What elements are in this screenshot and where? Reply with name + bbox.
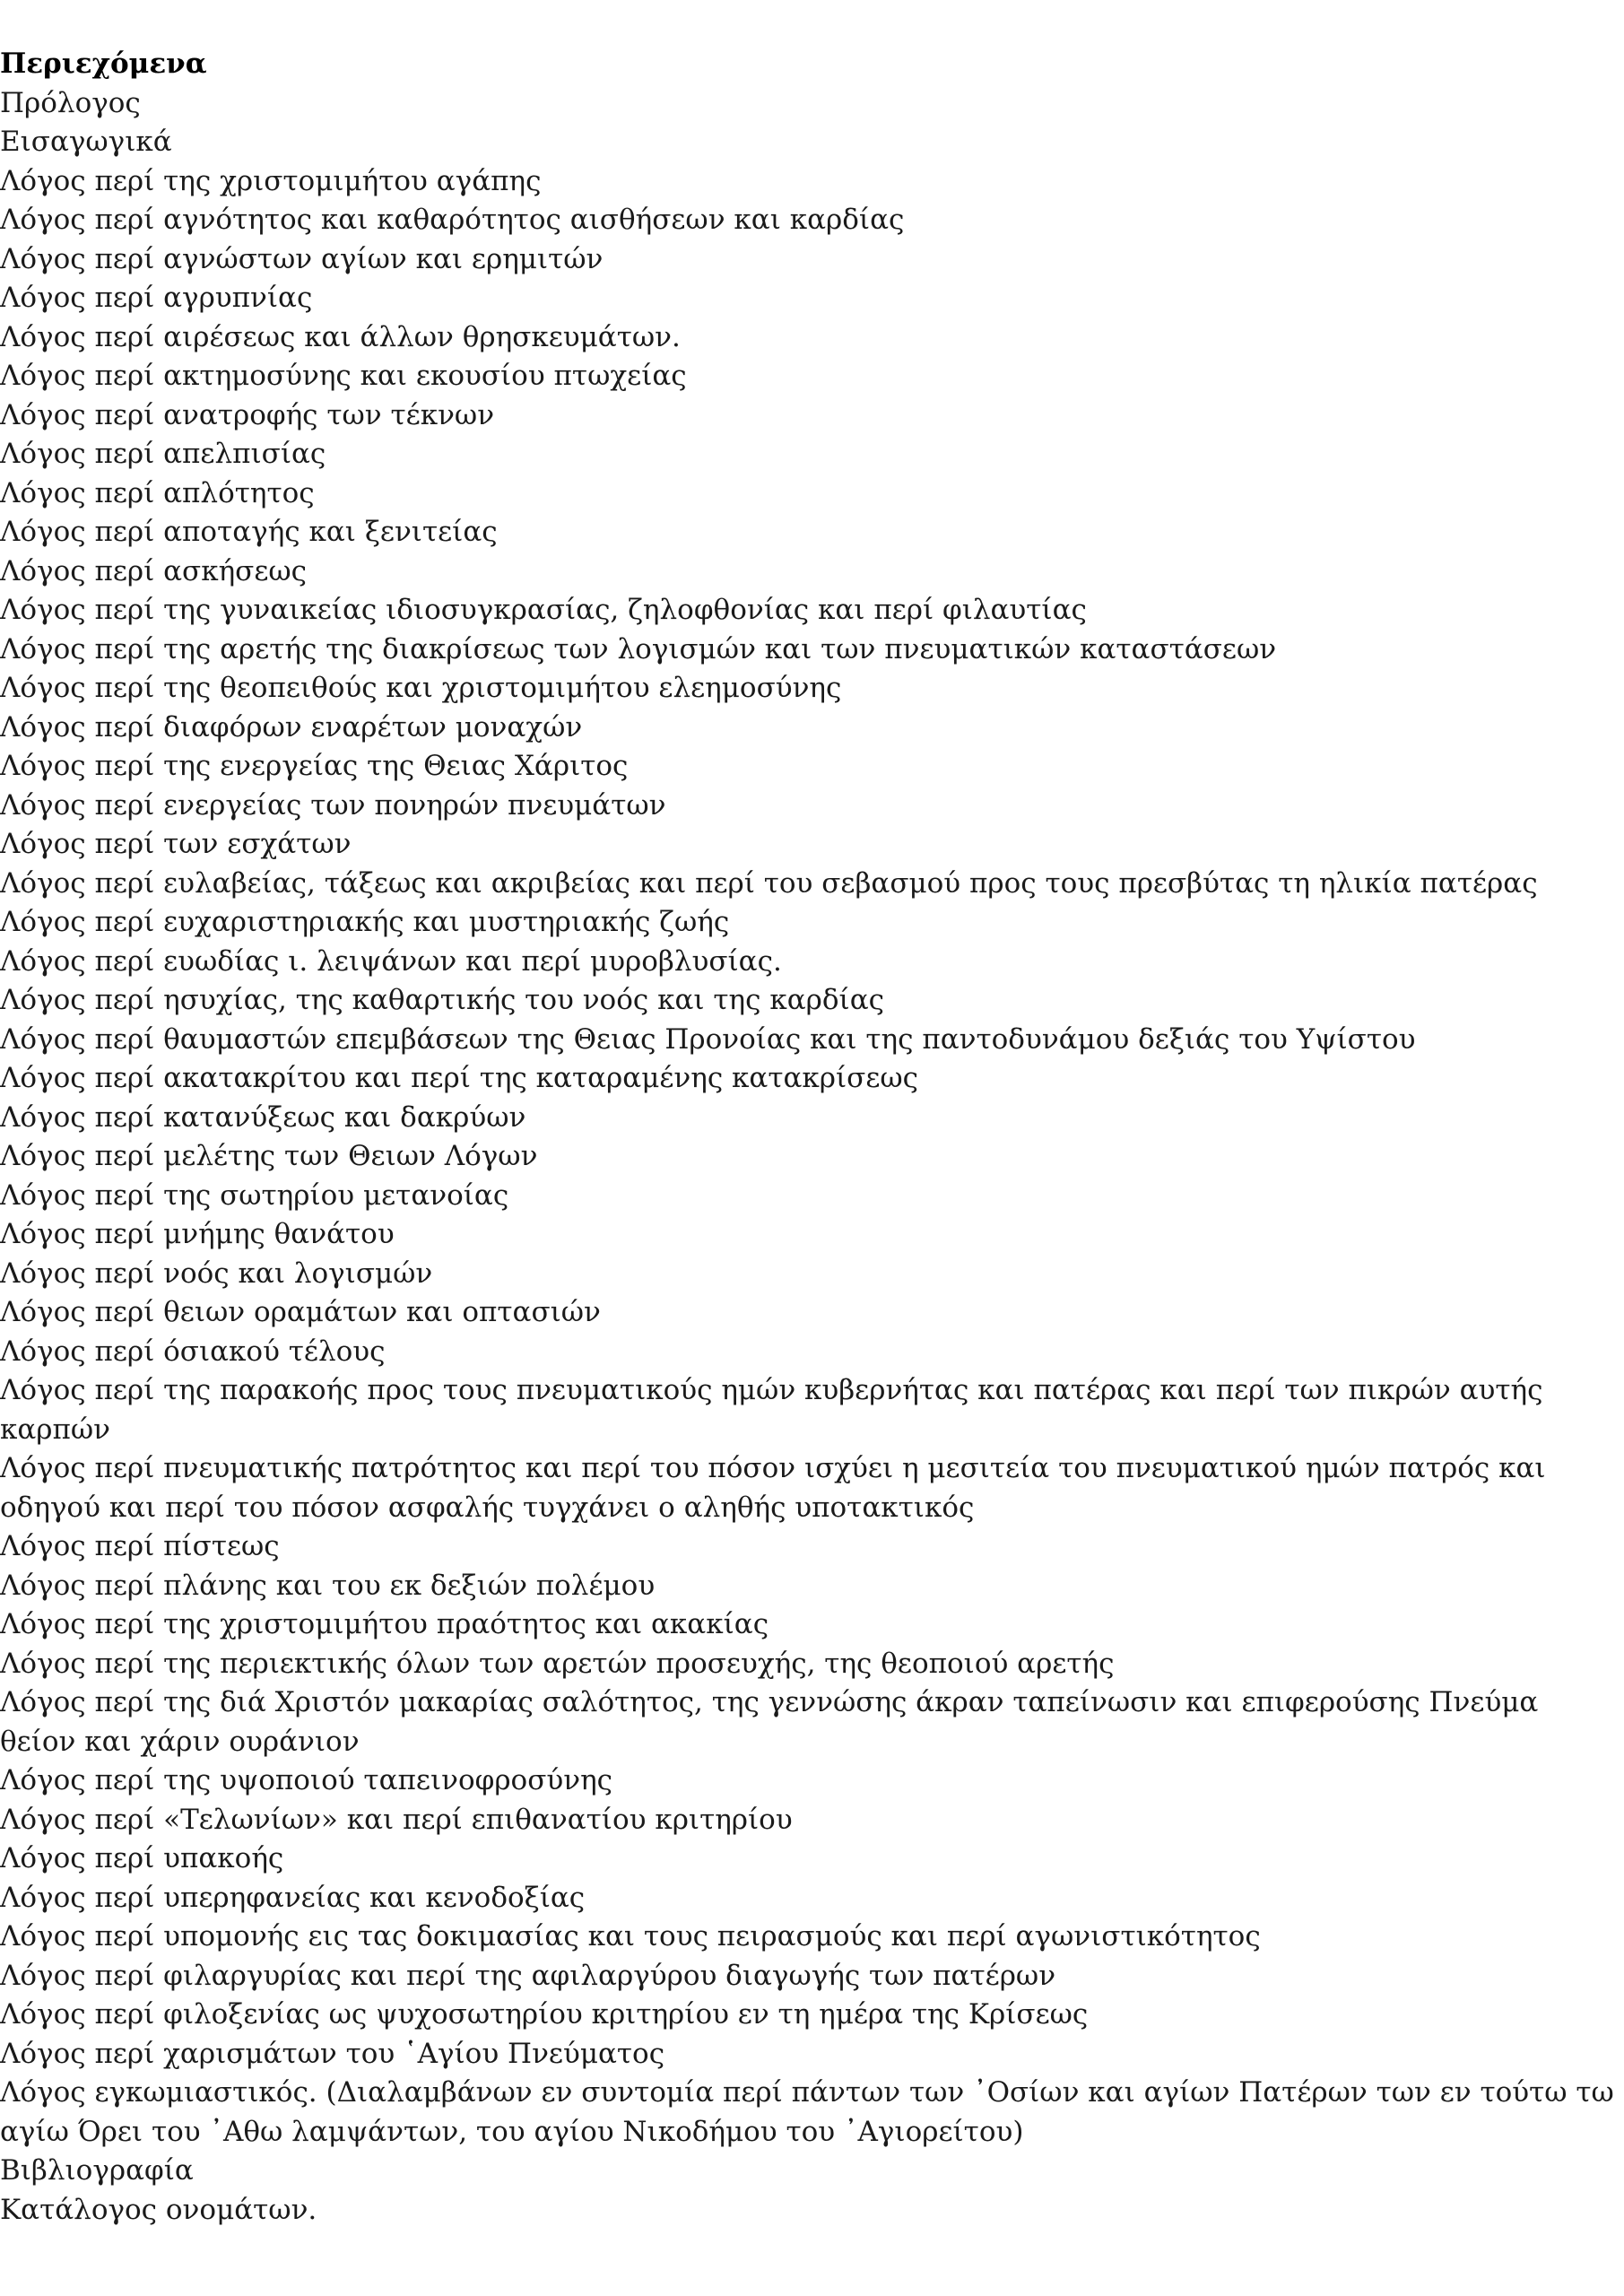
toc-entry: Λόγος περί ευλαβείας, τάξεως και ακριβείας και περί του σεβασμού προς τους πρεσβύτας τη ηλικία πατέρας bbox=[0, 866, 1538, 900]
toc-entry: Λόγος περί της χριστομιμήτου αγάπης bbox=[0, 164, 542, 197]
toc-entry: Λόγος περί διαφόρων εναρέτων μοναχών bbox=[0, 710, 583, 744]
toc-entry: Λόγος περί φιλαργυρίας και περί της αφιλαργύρου διαγωγής των πατέρων bbox=[0, 1959, 1056, 1992]
toc-entry: Λόγος περί των εσχάτων bbox=[0, 828, 352, 860]
toc-entry: Κατάλογος ονομάτων. bbox=[0, 2193, 317, 2226]
toc-entry: Λόγος περί πίστεως bbox=[0, 1530, 280, 1562]
toc-entry: Λόγος περί της παρακοής προς τους πνευματικούς ημών κυβερνήτας και πατέρας και περί των πικρών αυτής καρπών bbox=[0, 1374, 1543, 1446]
toc-entry: Λόγος περί της γυναικείας ιδιοσυγκρασίας, ζηλοφθονίας και περί φιλαυτίας bbox=[0, 594, 1087, 626]
toc-entry: Πρόλογος bbox=[0, 86, 141, 119]
toc-entry: Λόγος περί της θεοπειθούς και χριστομιμήτου ελεημοσύνης bbox=[0, 672, 842, 704]
toc-entry: Λόγος περί ενεργείας των πονηρών πνευμάτων bbox=[0, 788, 666, 822]
toc-entry: Λόγος περί της διά Χριστόν μακαρίας σαλότητος, της γεννώσης άκραν ταπείνωσιν και επιφερούσης Πνεύμα θείον και χάριν ουράνιον bbox=[0, 1686, 1539, 1758]
toc-entry: Λόγος περί υπακοής bbox=[0, 1842, 284, 1874]
toc-entry: Λόγος περί αγνώστων αγίων και ερημιτών bbox=[0, 242, 604, 275]
toc-entry: Λόγος περί θειων οραμάτων και οπτασιών bbox=[0, 1296, 601, 1328]
toc-entry: Λόγος περί αποταγής και ξενιτείας bbox=[0, 516, 498, 548]
toc-entry: Λόγος περί απλότητος bbox=[0, 476, 315, 509]
toc-entry: Λόγος περί ακατακρίτου και περί της καταραμένης κατακρίσεως bbox=[0, 1062, 919, 1094]
toc-entry: Λόγος εγκωμιαστικός. (Διαλαμβάνων εν συντομία περί πάντων των ᾽Οσίων και αγίων Πατέρων των εν τούτω τω αγίω Όρει του ᾽Αθω λαμψάντων, του αγίου Νικοδήμου του ᾽Αγιορείτου) bbox=[0, 2076, 1614, 2148]
toc-entry: Εισαγωγικά bbox=[0, 126, 172, 158]
toc-entry: Λόγος περί της σωτηρίου μετανοίας bbox=[0, 1178, 509, 1212]
toc-entry: Λόγος περί θαυμαστών επεμβάσεων της Θειας Προνοίας και της παντοδυνάμου δεξιάς του Υψίστου bbox=[0, 1022, 1416, 1056]
toc-entry: Λόγος περί ασκήσεως bbox=[0, 554, 308, 587]
toc-entry: Λόγος περί ευωδίας ι. λειψάνων και περί μυροβλυσίας. bbox=[0, 944, 782, 978]
toc-entry: Λόγος περί χαρισμάτων του ῾Αγίου Πνεύματος bbox=[0, 2037, 665, 2070]
toc-entry: Λόγος περί απελπισίας bbox=[0, 438, 326, 470]
toc-entry: Λόγος περί υπερηφανείας και κενοδοξίας bbox=[0, 1881, 586, 1914]
toc-entry: Λόγος περί κατανύξεως και δακρύων bbox=[0, 1100, 526, 1134]
toc-entry: Λόγος περί πλάνης και του εκ δεξιών πολέμου bbox=[0, 1569, 656, 1602]
toc-heading: Περιεχόμενα bbox=[0, 48, 207, 80]
toc-entry: Λόγος περί πνευματικής πατρότητος και περί του πόσον ισχύει η μεσιτεία του πνευματικού ημών πατρός και οδηγού και περί του πόσον ασφαλής τυγχάνει ο αληθής υποτακτικός bbox=[0, 1452, 1546, 1524]
toc-entry: Λόγος περί φιλοξενίας ως ψυχοσωτηρίου κριτηρίου εν τη ημέρα της Κρίσεως bbox=[0, 1998, 1089, 2031]
toc-entry: Λόγος περί όσιακού τέλους bbox=[0, 1335, 386, 1368]
toc-entry: Βιβλιογραφία bbox=[0, 2154, 194, 2187]
toc-entry: Λόγος περί αγρυπνίας bbox=[0, 282, 313, 314]
toc-entry: Λόγος περί «Τελωνίων» και περί επιθανατίου κριτηρίου bbox=[0, 1803, 793, 1836]
toc-entry: Λόγος περί της ενεργείας της Θειας Χάριτος bbox=[0, 750, 629, 782]
toc-entry: Λόγος περί υπομονής εις τας δοκιμασίας και τους πειρασμούς και περί αγωνιστικότητος bbox=[0, 1920, 1261, 1952]
toc-entry: Λόγος περί της υψοποιού ταπεινοφροσύνης bbox=[0, 1764, 612, 1796]
toc-entry: Λόγος περί ευχαριστηριακής και μυστηριακής ζωής bbox=[0, 906, 730, 938]
table-of-contents bbox=[0, 45, 1614, 2230]
toc-entry: Λόγος περί αιρέσεως και άλλων θρησκευμάτων. bbox=[0, 320, 681, 353]
toc-entry: Λόγος περί αγνότητος και καθαρότητος αισθήσεων και καρδίας bbox=[0, 204, 905, 236]
toc-entry: Λόγος περί της αρετής της διακρίσεως των λογισμών και των πνευματικών καταστάσεων bbox=[0, 632, 1277, 665]
toc-entry: Λόγος περί μνήμης θανάτου bbox=[0, 1218, 395, 1250]
toc-entry: Λόγος περί της περιεκτικής όλων των αρετών προσευχής, της θεοποιού αρετής bbox=[0, 1647, 1115, 1680]
toc-entry: Λόγος περί μελέτης των Θειων Λόγων bbox=[0, 1140, 538, 1172]
toc-entry: Λόγος περί νοός και λογισμών bbox=[0, 1257, 433, 1290]
toc-entry: Λόγος περί ακτημοσύνης και εκουσίου πτωχείας bbox=[0, 360, 687, 392]
toc-entry: Λόγος περί ησυχίας, της καθαρτικής του νοός και της καρδίας bbox=[0, 984, 884, 1016]
toc-entry: Λόγος περί ανατροφής των τέκνων bbox=[0, 398, 495, 431]
toc-entry-list bbox=[0, 84, 1614, 2231]
toc-entry: Λόγος περί της χριστομιμήτου πραότητος και ακακίας bbox=[0, 1608, 769, 1640]
